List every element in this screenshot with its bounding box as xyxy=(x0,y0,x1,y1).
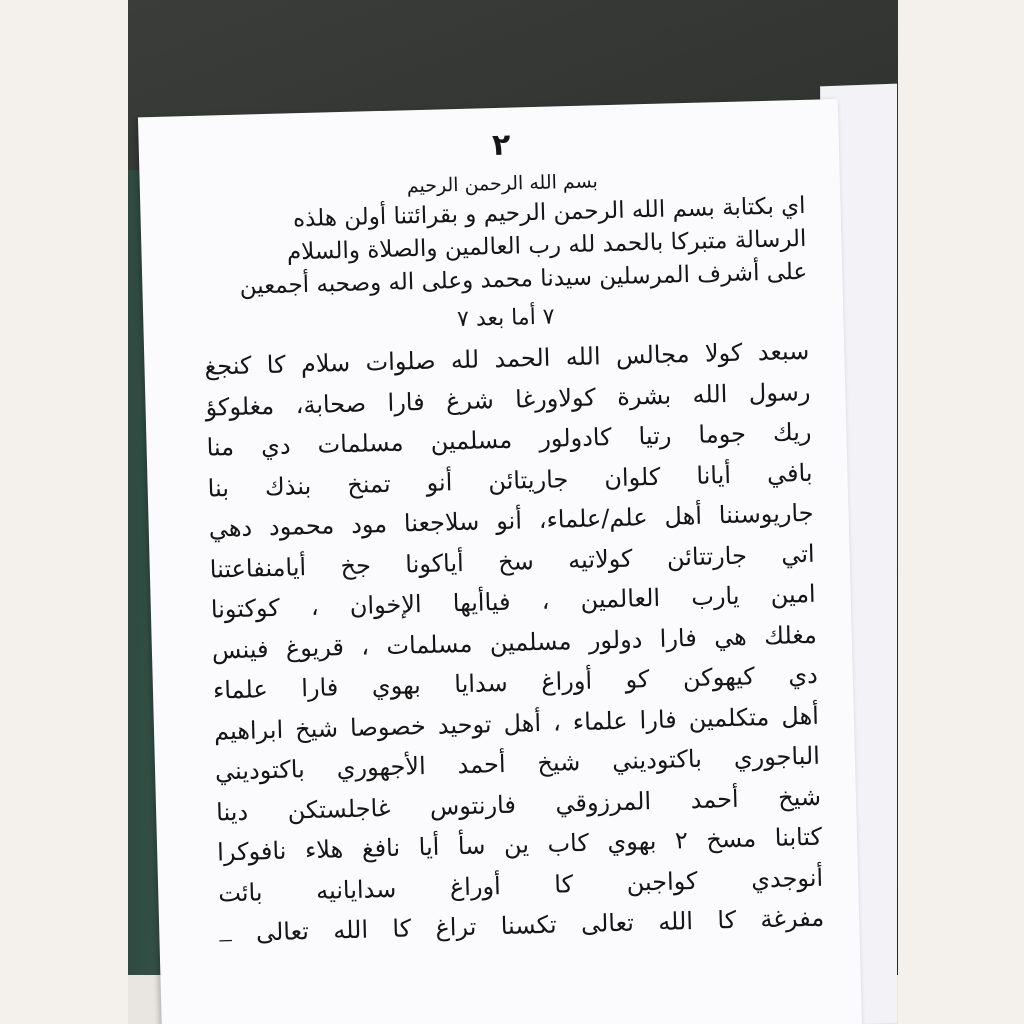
intro-line-2: الرسالة متبركا بالحمد لله رب العالمين والصلاة والسلام xyxy=(286,225,807,266)
body-line-14: أنوجدي كواجبن كا أوراغ سدايانيه بائت xyxy=(217,863,824,907)
body-line-11: الباجوري باكتوديني شيخ أحمد الأجهوري باكتوديني xyxy=(214,741,821,786)
body-line-1: سبعد كولا مجالس الله الحمد لله صلوات سلام كا كنجغ xyxy=(204,336,810,381)
body-line-3: ريك جوما رتيا كادولور مسلمين مسلمات دي منا xyxy=(206,417,812,462)
body-line-10: أهل متكلمين فارا علماء ، أهل توحيد خصوصا شيخ ابراهيم xyxy=(213,701,820,746)
intro-line-3: على أشرف المرسلين سيدنا محمد وعلى اله وصحبه أجمعين xyxy=(239,258,808,300)
amma-baad-heading: ٧ أما بعد ٧ xyxy=(456,304,555,333)
page-number: ٢ xyxy=(491,127,511,164)
body-paragraph xyxy=(204,331,825,958)
document-page xyxy=(138,99,862,1024)
body-line-8: مغلك هي فارا دولور مسلمين مسلمات ، قريوغ فينس xyxy=(211,620,818,665)
intro-line-1: اي بكتابة بسم الله الرحمن الرحيم و بقرائتنا أولن هلذه xyxy=(292,192,806,233)
body-line-9: دي كيهوكن كو أوراغ سدايا بهوي فارا علماء xyxy=(212,660,819,705)
line-tail-mark: ـــ xyxy=(219,929,232,946)
intro-paragraph xyxy=(200,190,807,305)
body-line-13: كتابنا مسخ ٢ بهوي كاب ين سأ أيا نافغ هلاء نافوكرا xyxy=(216,822,823,867)
page-content xyxy=(198,120,824,958)
body-line-2: رسول الله بشرة كولاورغا شرغ فارا صحابة، مغلوكؤ xyxy=(205,377,811,422)
body-line-15-text: مفرغة كا الله تعالى تكسنا تراغ كا الله تعالى xyxy=(255,903,825,947)
body-line-5: جاريوسننا أهل علم/علماء، أنو سلاجعنا مود محمود دهي xyxy=(208,498,814,543)
basmala-heading: بسم الله الرحمن الرحيم xyxy=(406,170,599,198)
body-line-12: شيخ أحمد المرزوقي فارنتوس غاجلستكن دينا xyxy=(215,782,822,827)
body-line-7: امين يارب العالمين ، فياأيها الإخوان ، كوكتونا xyxy=(210,579,817,624)
body-line-6: اتي جارتتائن كولاتيه سخ أياكونا جخ أيامنفاعتنا xyxy=(209,539,815,584)
body-line-4: بافي أيانا كلوان جاريتائن أنو تمنخ بنذك بنا xyxy=(207,458,813,503)
